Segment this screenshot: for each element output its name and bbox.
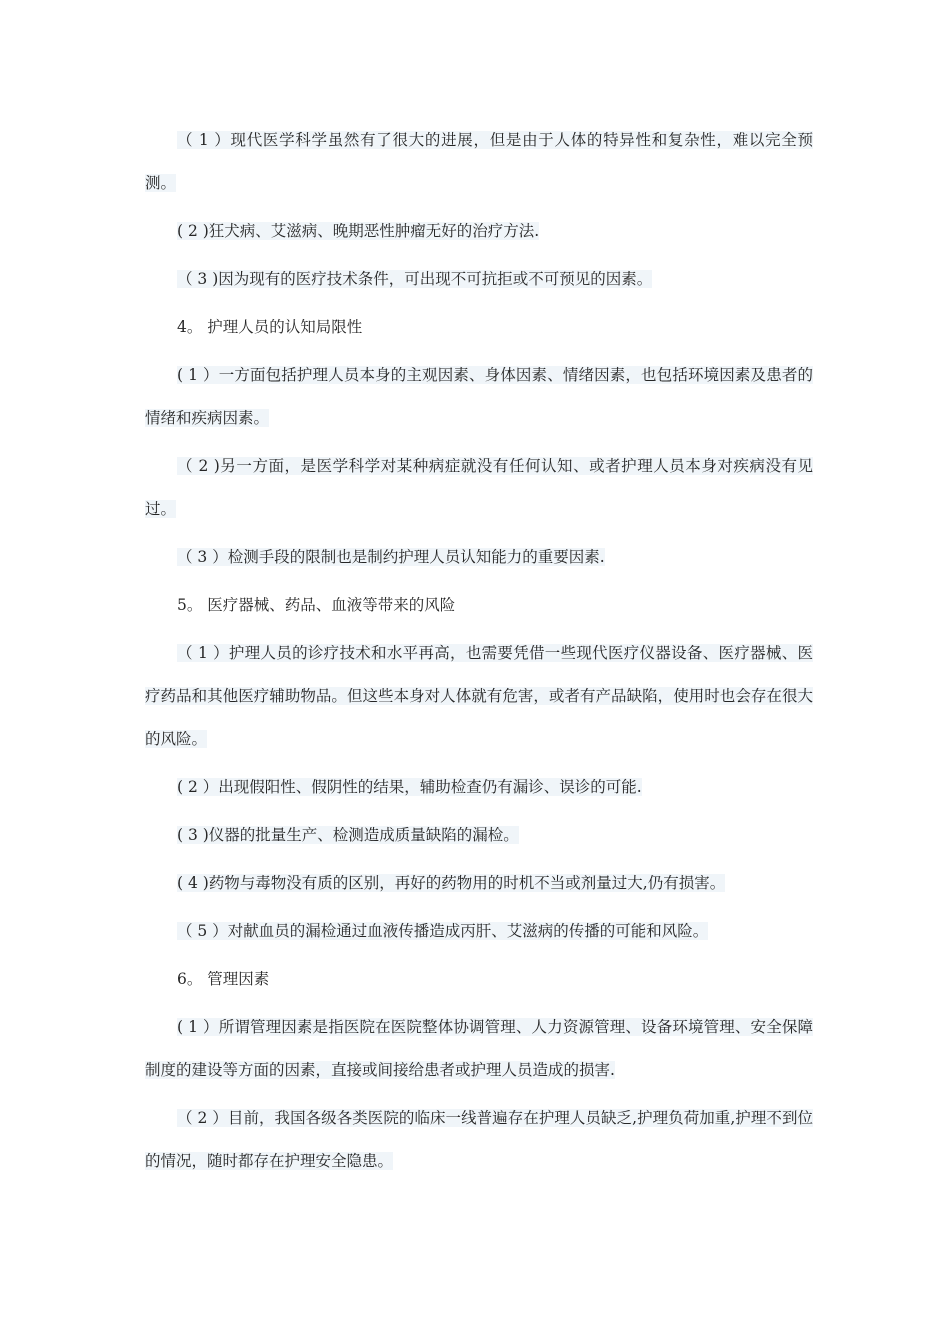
- section-heading: [145, 958, 813, 1001]
- list-item-paragraph: [145, 814, 813, 857]
- paragraph-text: （ 2 ）目前，我国各级各类医院的临床一线普遍存在护理人员缺乏,护理负荷加重,护理不到位的情况，随时都存在护理安全隐患。: [145, 1109, 813, 1170]
- paragraph-text: 5。 医疗器械、药品、血液等带来的风险: [177, 596, 456, 614]
- paragraph-text: （ 1 ）护理人员的诊疗技术和水平再高，也需要凭借一些现代医疗仪器设备、医疗器械、医疗药品和其他医疗辅助物品。但这些本身对人体就有危害，或者有产品缺陷，使用时也会存在很大的风险。: [145, 644, 813, 748]
- paragraph-text: 6。 管理因素: [177, 970, 270, 988]
- document-body: [145, 119, 813, 1188]
- list-item-paragraph: [145, 862, 813, 905]
- paragraph-text: ( 2 ）出现假阳性、假阴性的结果，辅助检查仍有漏诊、误诊的可能.: [177, 778, 642, 796]
- paragraph-text: ( 1 ）一方面包括护理人员本身的主观因素、身体因素、情绪因素，也包括环境因素及患者的情绪和疾病因素。: [145, 366, 813, 427]
- list-item-paragraph: [145, 1097, 813, 1183]
- paragraph-text: ( 3 )仪器的批量生产、检测造成质量缺陷的漏检。: [177, 826, 519, 844]
- list-item-paragraph: [145, 1006, 813, 1092]
- list-item-paragraph: [145, 354, 813, 440]
- paragraph-text: ( 4 )药物与毒物没有质的区别，再好的药物用的时机不当或剂量过大,仍有损害。: [177, 874, 726, 892]
- section-heading: [145, 584, 813, 627]
- list-item-paragraph: [145, 258, 813, 301]
- section-heading: [145, 306, 813, 349]
- list-item-paragraph: [145, 632, 813, 761]
- list-item-paragraph: [145, 536, 813, 579]
- paragraph-text: 4。 护理人员的认知局限性: [177, 318, 363, 336]
- list-item-paragraph: [145, 910, 813, 953]
- paragraph-text: （ 2 )另一方面，是医学科学对某种病症就没有任何认知、或者护理人员本身对疾病没有见过。: [145, 457, 813, 518]
- paragraph-text: （ 3 ）检测手段的限制也是制约护理人员认知能力的重要因素.: [177, 548, 605, 566]
- paragraph-text: （ 1 ）现代医学科学虽然有了很大的进展，但是由于人体的特异性和复杂性，难以完全预测。: [145, 131, 813, 192]
- paragraph-text: （ 5 ）对献血员的漏检通过血液传播造成丙肝、艾滋病的传播的可能和风险。: [177, 922, 709, 940]
- paragraph-text: （ 3 )因为现有的医疗技术条件，可出现不可抗拒或不可预见的因素。: [177, 270, 653, 288]
- list-item-paragraph: [145, 445, 813, 531]
- paragraph-text: ( 1 ）所谓管理因素是指医院在医院整体协调管理、人力资源管理、设备环境管理、安全保障制度的建设等方面的因素，直接或间接给患者或护理人员造成的损害.: [145, 1018, 813, 1079]
- list-item-paragraph: [145, 766, 813, 809]
- list-item-paragraph: [145, 210, 813, 253]
- list-item-paragraph: [145, 119, 813, 205]
- paragraph-text: ( 2 )狂犬病、艾滋病、晚期恶性肿瘤无好的治疗方法.: [177, 222, 540, 240]
